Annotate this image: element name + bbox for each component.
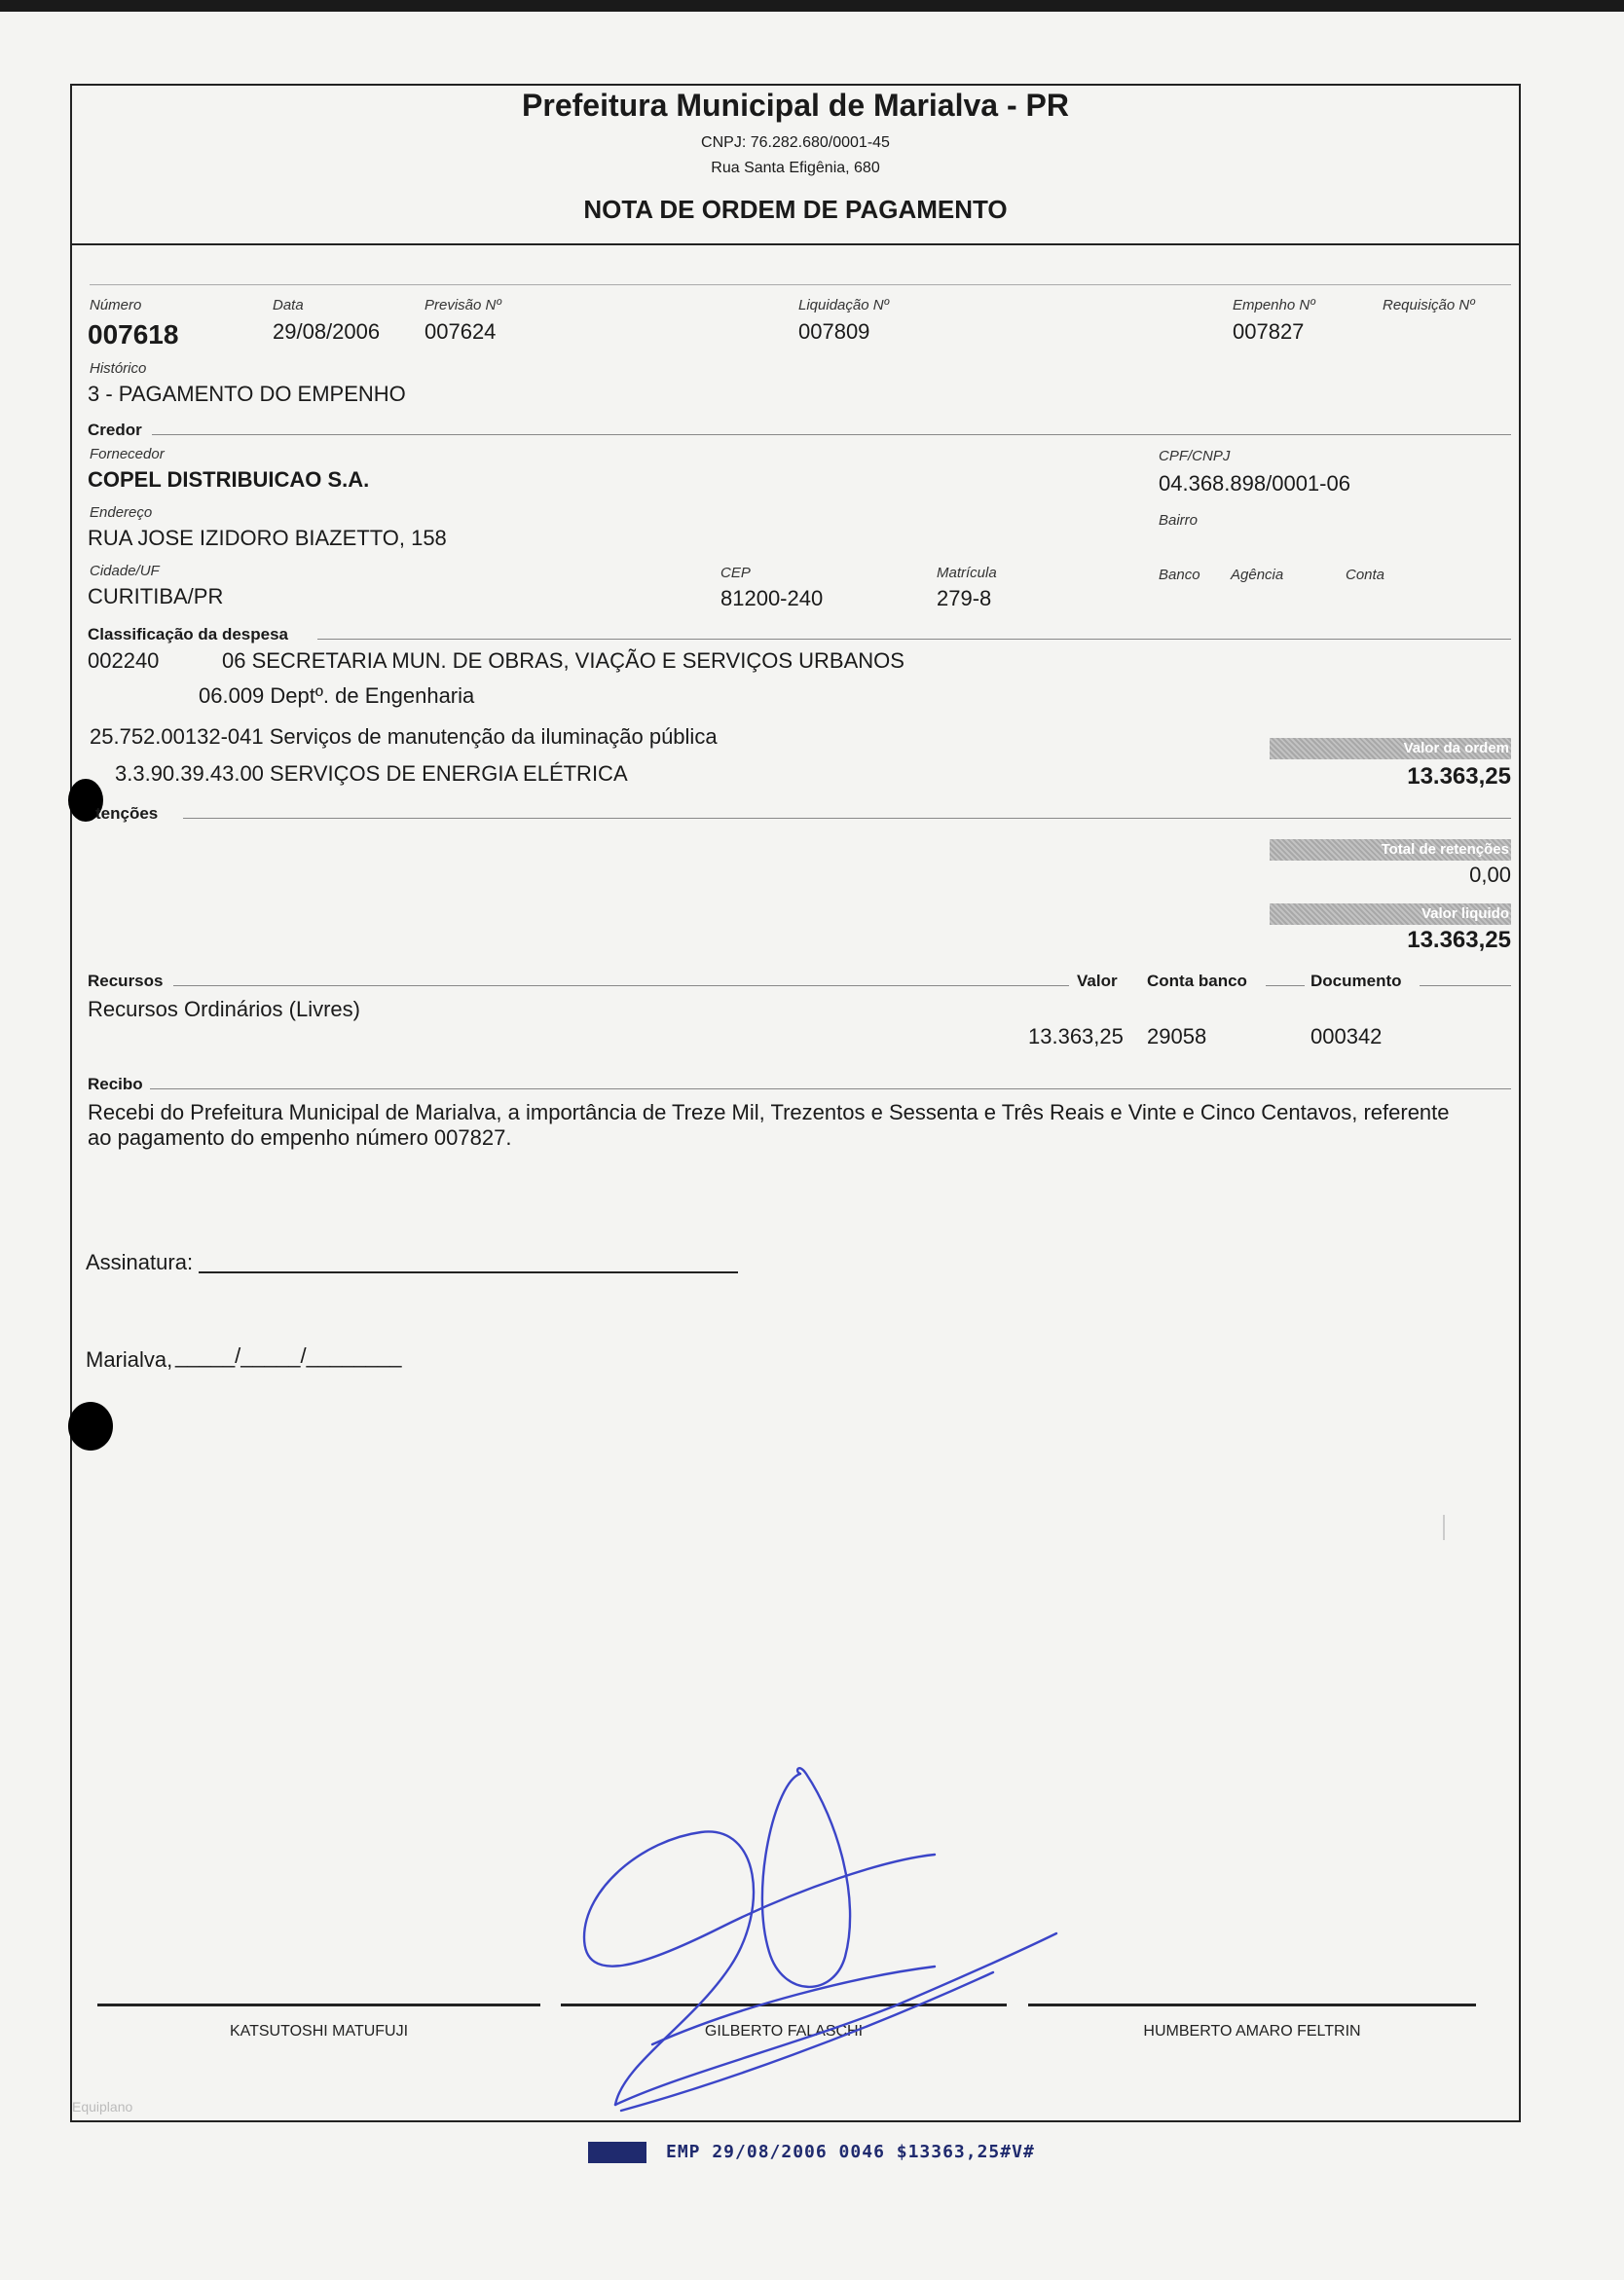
previsao-label: Previsão Nº xyxy=(424,297,501,313)
valor-ordem-label: Valor da ordem xyxy=(1270,738,1511,759)
header-divider xyxy=(70,243,1521,245)
classificacao-programa: 25.752.00132-041 Serviços de manutenção da iluminação pública xyxy=(90,724,718,749)
valor-ordem-value: 13.363,25 xyxy=(1407,763,1511,790)
banco-label: Banco xyxy=(1159,567,1200,583)
recursos-descricao: Recursos Ordinários (Livres) xyxy=(88,997,360,1021)
historico-label: Histórico xyxy=(90,360,147,377)
handwritten-signature xyxy=(545,1743,1090,2132)
endereco-value: RUA JOSE IZIDORO BIAZETTO, 158 xyxy=(88,526,447,550)
credor-heading: Credor xyxy=(88,421,142,439)
recursos-conta-label: Conta banco xyxy=(1147,972,1247,990)
retencoes-heading: tenções xyxy=(95,804,159,823)
signature-line-1 xyxy=(97,2004,540,2006)
data-label: Data xyxy=(273,297,304,313)
stamp-barcode-icon xyxy=(588,2142,646,2163)
total-retencoes-value: 0,00 xyxy=(1469,863,1511,887)
address-line: Rua Santa Efigênia, 680 xyxy=(711,160,880,176)
empenho-value: 007827 xyxy=(1233,319,1305,344)
empenho-label: Empenho Nº xyxy=(1233,297,1315,313)
signatory-3-name: HUMBERTO AMARO FELTRIN xyxy=(1143,2023,1361,2040)
classificacao-code: 002240 xyxy=(88,648,160,673)
date-blank: _____/_____/________ xyxy=(175,1343,402,1368)
divider xyxy=(1420,985,1511,986)
recursos-valor: 13.363,25 xyxy=(1028,1024,1124,1048)
classificacao-elemento: 3.3.90.39.43.00 SERVIÇOS DE ENERGIA ELÉTRICA xyxy=(115,761,628,786)
classificacao-orgao: 06 SECRETARIA MUN. DE OBRAS, VIAÇÃO E SERVIÇOS URBANOS xyxy=(222,648,904,673)
divider xyxy=(152,434,1511,435)
recursos-valor-label: Valor xyxy=(1077,972,1118,990)
signatory-2-name: GILBERTO FALASCHI xyxy=(704,2023,864,2040)
signature-line-3 xyxy=(1028,2004,1476,2006)
valor-liquido-value: 13.363,25 xyxy=(1407,927,1511,953)
fornecedor-value: COPEL DISTRIBUICAO S.A. xyxy=(88,467,370,492)
cpf-value: 04.368.898/0001-06 xyxy=(1159,471,1350,496)
software-watermark: Equiplano xyxy=(72,2099,133,2115)
divider xyxy=(183,818,1511,819)
assinatura-line xyxy=(199,1271,738,1273)
page-title: Prefeitura Municipal de Marialva - PR xyxy=(522,88,1069,123)
cep-value: 81200-240 xyxy=(720,586,824,610)
valor-liquido-label: Valor liquido xyxy=(1270,903,1511,925)
recursos-documento: 000342 xyxy=(1310,1024,1383,1048)
numero-value: 007618 xyxy=(88,319,179,349)
authentication-stamp: EMP 29/08/2006 0046 $13363,25#V# xyxy=(666,2142,1035,2162)
previsao-value: 007624 xyxy=(424,319,497,344)
recibo-heading: Recibo xyxy=(88,1075,143,1093)
recursos-documento-label: Documento xyxy=(1310,972,1402,990)
scan-mark xyxy=(1443,1515,1445,1540)
matricula-value: 279-8 xyxy=(937,586,992,610)
cidade-label: Cidade/UF xyxy=(90,563,160,579)
cep-label: CEP xyxy=(720,565,751,581)
recibo-text-line2: ao pagamento do empenho número 007827. xyxy=(88,1125,512,1150)
numero-label: Número xyxy=(90,297,142,313)
liquidacao-value: 007809 xyxy=(798,319,870,344)
scan-top-edge xyxy=(0,0,1624,12)
fornecedor-label: Fornecedor xyxy=(90,446,165,462)
cpf-label: CPF/CNPJ xyxy=(1159,448,1231,464)
divider xyxy=(1266,985,1305,986)
liquidacao-label: Liquidação Nº xyxy=(798,297,890,313)
historico-value: 3 - PAGAMENTO DO EMPENHO xyxy=(88,382,406,406)
agencia-label: Agência xyxy=(1231,567,1284,583)
classificacao-heading: Classificação da despesa xyxy=(88,625,289,644)
total-retencoes-label: Total de retenções xyxy=(1270,839,1511,861)
divider xyxy=(90,284,1511,285)
requisicao-label: Requisição Nº xyxy=(1383,297,1475,313)
divider xyxy=(150,1088,1511,1089)
divider xyxy=(317,639,1511,640)
cnpj-line: CNPJ: 76.282.680/0001-45 xyxy=(701,134,890,151)
signatory-1-name: KATSUTOSHI MATUFUJI xyxy=(229,2023,409,2040)
recibo-text-line1: Recebi do Prefeitura Municipal de Marialva, a importância de Treze Mil, Trezentos e Sessenta e Três Reais e Vinte e Cinco Centavos, referente xyxy=(88,1100,1450,1124)
divider xyxy=(173,985,1069,986)
conta-label: Conta xyxy=(1346,567,1385,583)
document-title: NOTA DE ORDEM DE PAGAMENTO xyxy=(583,195,1008,224)
assinatura-label: Assinatura: xyxy=(86,1250,194,1274)
endereco-label: Endereço xyxy=(90,504,153,521)
recursos-conta: 29058 xyxy=(1147,1024,1207,1048)
matricula-label: Matrícula xyxy=(937,565,997,581)
cidade-value: CURITIBA/PR xyxy=(88,584,224,608)
marialva-label: Marialva, xyxy=(86,1347,173,1372)
bairro-label: Bairro xyxy=(1159,512,1199,529)
data-value: 29/08/2006 xyxy=(273,319,381,344)
punch-hole-mark xyxy=(68,1402,113,1451)
classificacao-unidade: 06.009 Deptº. de Engenharia xyxy=(199,683,475,708)
recursos-heading: Recursos xyxy=(88,972,164,990)
